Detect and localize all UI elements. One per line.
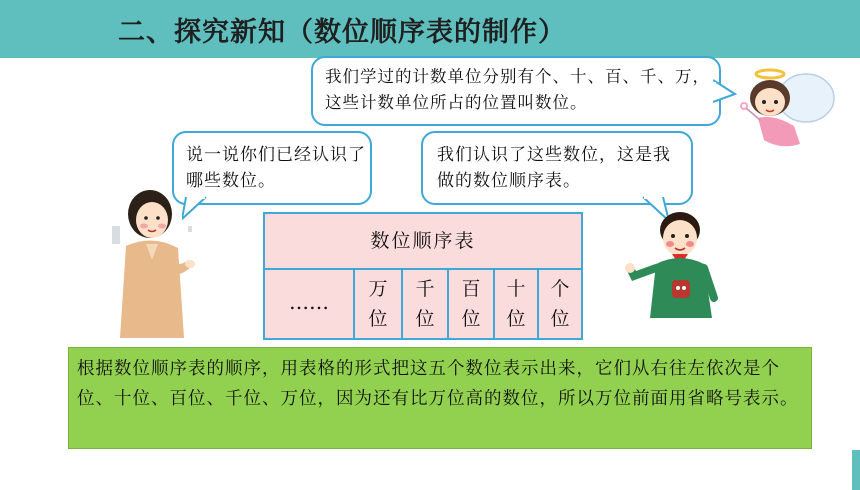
place-char: 位	[368, 308, 388, 330]
place-cell-shi	[493, 270, 537, 340]
edge-accent-bar	[852, 450, 860, 490]
place-char: 百	[461, 278, 481, 300]
place-char: 万	[368, 278, 388, 300]
teacher-illustration	[108, 186, 200, 342]
table-caption: 数位顺序表	[370, 230, 476, 252]
place-char: 位	[550, 308, 570, 330]
angel-girl-illustration	[724, 60, 838, 156]
table-row	[265, 268, 581, 340]
place-value-table	[263, 212, 583, 340]
boy-speech-text: 我们认识了这些数位，这是我做的数位顺序表。	[437, 145, 671, 191]
place-cell-bai	[447, 270, 493, 340]
place-cell-qian	[401, 270, 447, 340]
place-char: 千	[415, 278, 435, 300]
place-cell-ge	[537, 270, 581, 340]
place-char: 位	[415, 308, 435, 330]
explanation-box	[68, 347, 812, 449]
explanation-text: 根据数位顺序表的顺序，用表格的形式把这五个数位表示出来，它们从右往左依次是个位、十位、百位、千位、万位，因为还有比万位高的数位，所以万位前面用省略号表示。	[77, 359, 799, 409]
place-char: 个	[550, 278, 570, 300]
right-edge-strip	[840, 58, 860, 484]
boy-speech-bubble	[421, 131, 693, 205]
ellipsis-cell: ……	[289, 290, 329, 314]
boy-illustration	[622, 206, 722, 322]
teacher-speech-text: 说一说你们已经认识了哪些数位。	[186, 145, 366, 191]
place-char: 位	[506, 308, 526, 330]
place-char: 十	[506, 278, 526, 300]
place-cell-wan	[353, 270, 401, 340]
teacher-speech-bubble	[172, 131, 372, 205]
angel-speech-text: 我们学过的计数单位分别有个、十、百、千、万，这些计数单位所占的位置叫数位。	[325, 67, 710, 112]
page-title: 二、探究新知（数位顺序表的制作）	[118, 17, 566, 48]
place-char: 位	[461, 308, 481, 330]
angel-speech-bubble	[311, 56, 721, 126]
